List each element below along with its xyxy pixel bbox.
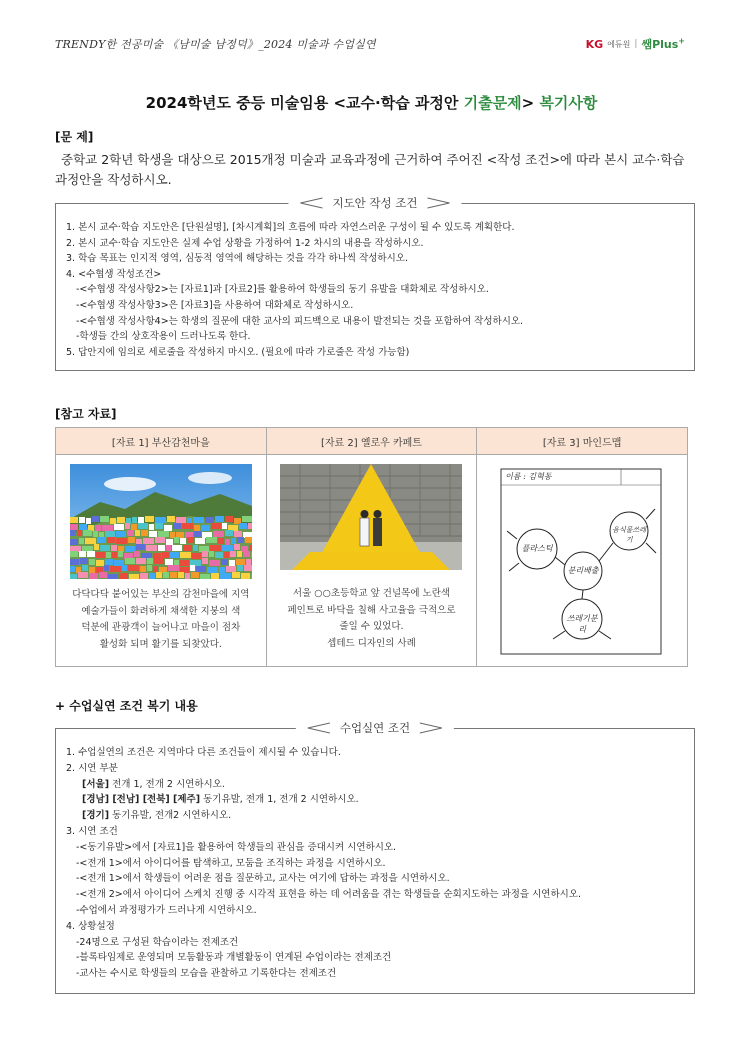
house-block bbox=[226, 566, 236, 572]
house-block bbox=[245, 537, 252, 543]
house-block bbox=[107, 537, 115, 543]
house-block bbox=[178, 572, 184, 578]
guide-conditions-box bbox=[55, 196, 695, 371]
house-block bbox=[193, 545, 198, 551]
house-block bbox=[196, 566, 206, 572]
house-block bbox=[106, 552, 111, 558]
house-block bbox=[153, 566, 158, 572]
guide-line: 4. <수협생 작성조건> bbox=[66, 268, 162, 280]
chevron-left-icon bbox=[298, 197, 324, 209]
house-block bbox=[100, 516, 109, 522]
chevron-right-icon bbox=[418, 722, 444, 734]
house-block bbox=[116, 531, 126, 537]
house-block bbox=[99, 572, 107, 578]
house-block bbox=[140, 566, 146, 572]
guide-line: -학생들 간의 상호작용이 드러나도록 한다. bbox=[76, 331, 251, 343]
house-block bbox=[114, 524, 124, 530]
house-block bbox=[202, 551, 208, 557]
house-block bbox=[70, 524, 78, 530]
demo-line: 2. 시연 부분 bbox=[66, 762, 118, 774]
mindmap-center: 분리배출 bbox=[567, 566, 599, 575]
house-block bbox=[251, 574, 252, 579]
brand-edu: 에듀원 bbox=[607, 39, 631, 49]
guide-line: -<수협생 작성사항3>은 [자료3]을 사용하여 대화체로 작성하시오. bbox=[76, 299, 354, 311]
house-block bbox=[125, 558, 135, 564]
house-block bbox=[83, 530, 92, 536]
house-block bbox=[187, 537, 194, 543]
house-block bbox=[205, 517, 214, 523]
house-block bbox=[237, 565, 243, 571]
house-block bbox=[128, 565, 139, 571]
house-block bbox=[194, 525, 200, 531]
house-block bbox=[180, 538, 186, 544]
demo-line: 3. 시연 조건 bbox=[66, 825, 118, 837]
house-block bbox=[89, 567, 95, 573]
house-block bbox=[146, 545, 157, 551]
guide-box-title: 지도안 작성 조건 bbox=[288, 195, 461, 211]
house-block bbox=[131, 524, 137, 530]
guide-line: 3. 학습 목표는 인지적 영역, 심동적 영역에 해당하는 것을 각각 하나씩 작성하시오. bbox=[66, 253, 408, 265]
mindmap-name-label: 이름 : 김혁동 bbox=[505, 472, 552, 481]
house-block bbox=[70, 559, 79, 565]
house-block bbox=[127, 530, 134, 536]
house-block bbox=[95, 525, 101, 531]
problem-text: 중학교 2학년 학생을 대상으로 2015개정 미술과 교육과정에 근거하여 주어진 <작성 조건>에 따라 본시 교수·학습 과정안을 작성하시오. bbox=[55, 152, 685, 187]
house-block bbox=[173, 523, 181, 529]
house-block bbox=[166, 545, 171, 551]
house-block bbox=[97, 537, 106, 543]
house-block bbox=[162, 552, 169, 558]
house-block bbox=[78, 572, 88, 578]
house-block bbox=[167, 516, 175, 522]
house-block bbox=[96, 552, 105, 558]
house-block bbox=[79, 538, 84, 544]
ref-header-2: [자료 2] 옐로우 카페트 bbox=[266, 428, 477, 455]
demo-line: 4. 상황설정 bbox=[66, 920, 115, 932]
house-block bbox=[86, 518, 91, 524]
house-block bbox=[246, 559, 251, 565]
house-block bbox=[143, 538, 154, 544]
house-block bbox=[128, 537, 135, 543]
demo-line: -<전개 1>에서 아이디어를 탐색하고, 모둠을 조직하는 과정을 시연하시오. bbox=[76, 857, 386, 869]
demo-line: 1. 수업실연의 조건은 지역마다 다른 조건들이 제시될 수 있습니다. bbox=[66, 747, 341, 758]
house-block bbox=[218, 538, 224, 544]
reference-table bbox=[55, 427, 688, 667]
house-block bbox=[111, 545, 117, 551]
house-block bbox=[224, 552, 229, 558]
house-block bbox=[222, 523, 227, 529]
house-block bbox=[220, 573, 231, 579]
brand-kg: KG bbox=[585, 37, 604, 51]
house-block bbox=[147, 558, 153, 564]
house-block bbox=[70, 574, 77, 579]
house-block bbox=[249, 545, 252, 551]
house-block bbox=[225, 539, 230, 545]
house-block bbox=[104, 565, 109, 571]
house-block bbox=[206, 537, 217, 543]
house-block bbox=[174, 537, 179, 543]
demo-conditions-box bbox=[55, 721, 695, 994]
house-block bbox=[170, 552, 179, 558]
gamcheon-village-photo bbox=[70, 464, 252, 579]
guide-lines bbox=[66, 220, 523, 360]
guide-line: 1. 본시 교수·학습 지도안은 [단원설명], [차시계획]의 흐름에 따라 자연스러운 구성이 될 수 있도록 계획한다. bbox=[66, 222, 515, 233]
brand-logo bbox=[586, 36, 685, 52]
house-block bbox=[136, 558, 146, 564]
mindmap-node-bottom: 쓰레기분리 bbox=[566, 614, 598, 634]
house-block bbox=[105, 559, 113, 565]
problem-label: [문 제] bbox=[55, 130, 94, 144]
house-block bbox=[141, 530, 148, 536]
house-block bbox=[211, 573, 219, 579]
house-block bbox=[176, 517, 186, 523]
demo-line: -수업에서 과정평가가 드러나게 시연하시오. bbox=[76, 904, 257, 916]
house-block bbox=[149, 573, 155, 579]
house-block bbox=[234, 531, 242, 537]
demo-line: -블록타임제로 운영되며 모둠활동과 개별활동이 연계된 수업이라는 전제조건 bbox=[76, 952, 392, 964]
house-block bbox=[251, 552, 252, 558]
house-block bbox=[231, 538, 236, 544]
house-block bbox=[242, 516, 252, 522]
house-block bbox=[192, 553, 201, 559]
house-block bbox=[125, 523, 130, 529]
house-block bbox=[100, 545, 110, 551]
document-title: 2024학년도 중등 미술임용 <교수·학습 과정안 기출문제> 복기사항 bbox=[145, 94, 598, 112]
ref-cell-3 bbox=[477, 455, 688, 667]
house-block bbox=[239, 523, 247, 529]
house-block bbox=[79, 524, 87, 530]
house-block bbox=[243, 551, 250, 557]
house-block bbox=[166, 539, 173, 545]
house-block bbox=[112, 552, 117, 558]
house-block bbox=[85, 538, 96, 544]
house-block bbox=[132, 517, 137, 523]
house-block bbox=[147, 565, 152, 571]
brand-ssam: 쌤Plus+ bbox=[641, 36, 685, 51]
house-block bbox=[79, 517, 85, 523]
house-block bbox=[170, 572, 177, 578]
house-block bbox=[164, 525, 172, 531]
house-block bbox=[119, 573, 128, 579]
house-block bbox=[80, 558, 88, 564]
house-block bbox=[193, 517, 204, 523]
house-block bbox=[195, 538, 205, 544]
house-block bbox=[230, 551, 236, 557]
house-block bbox=[172, 545, 182, 551]
house-block bbox=[140, 573, 148, 579]
house-block bbox=[215, 552, 223, 558]
ref-cell-1 bbox=[56, 455, 267, 667]
mindmap-node-left: 플라스틱 bbox=[521, 544, 553, 553]
house-block bbox=[222, 545, 233, 551]
house-block bbox=[93, 531, 98, 537]
ref-cell-2 bbox=[266, 455, 477, 667]
ref-header-1: [자료 1] 부산감천마을 bbox=[56, 428, 267, 455]
house-block bbox=[70, 539, 78, 545]
demo-line: -24명으로 구성된 학습이라는 전제조건 bbox=[76, 936, 239, 948]
house-block bbox=[215, 516, 224, 522]
demo-line: -<전개 2>에서 아이디어 스케치 진행 중 시각적 표현을 하는 데 어려움을 겪는 학생들을 순회지도하는 과정을 시연하시오. bbox=[76, 889, 582, 901]
house-block bbox=[163, 572, 169, 578]
house-block bbox=[207, 567, 218, 573]
house-block bbox=[117, 517, 125, 523]
house-block bbox=[158, 545, 165, 551]
house-block bbox=[232, 572, 240, 578]
house-block bbox=[154, 558, 164, 564]
house-block bbox=[145, 516, 154, 522]
house-block bbox=[138, 523, 148, 529]
house-block bbox=[149, 524, 154, 530]
house-block bbox=[225, 516, 233, 522]
house-block bbox=[202, 558, 208, 564]
house-block bbox=[200, 574, 210, 579]
house-block bbox=[110, 566, 121, 572]
demo-line: -교사는 수시로 학생들의 모습을 관찰하고 기록한다는 전제조건 bbox=[76, 968, 337, 980]
house-block bbox=[211, 523, 221, 529]
demo-line: [경기] 동기유발, 전개2 시연하시오. bbox=[82, 810, 232, 822]
house-block bbox=[149, 531, 157, 537]
house-block bbox=[94, 544, 99, 550]
house-block bbox=[122, 565, 127, 571]
house-block bbox=[102, 525, 113, 531]
house-block bbox=[210, 545, 221, 551]
house-block bbox=[244, 565, 252, 571]
house-block bbox=[89, 559, 95, 565]
brand-separator: | bbox=[634, 39, 638, 49]
house-block bbox=[225, 530, 233, 536]
demo-line: -<전개 1>에서 학생들이 어려운 점을 질문하고, 교사는 여기에 답하는 과정을 시연하시오. bbox=[76, 873, 450, 885]
house-block bbox=[155, 537, 165, 543]
house-block bbox=[87, 551, 95, 557]
house-block bbox=[77, 530, 82, 536]
house-block bbox=[241, 573, 250, 579]
house-block bbox=[156, 572, 162, 578]
house-block bbox=[116, 538, 127, 544]
house-block bbox=[118, 551, 123, 557]
demo-section-title: + 수업실연 조건 복기 내용 bbox=[55, 699, 198, 713]
house-block bbox=[168, 565, 179, 571]
house-block bbox=[237, 537, 244, 543]
house-block bbox=[155, 523, 163, 529]
ref-header-3: [자료 3] 마인드맵 bbox=[477, 428, 688, 455]
house-block bbox=[234, 544, 240, 550]
guide-line: 2. 본시 교수·학습 지도안은 실제 수업 상황을 가정하여 1-2 차시의 내용을 작성하시오. bbox=[66, 237, 424, 249]
demo-box-title: 수업실연 조건 bbox=[296, 720, 454, 736]
house-block bbox=[221, 559, 228, 565]
yellow-carpet-photo bbox=[280, 464, 462, 570]
house-block bbox=[236, 559, 245, 565]
header-series-title: TRENDY한 전공미술 《남미술 남정덕》_2024 미술과 수업실연 bbox=[55, 38, 376, 51]
house-block bbox=[92, 516, 99, 522]
guide-line: 5. 답안지에 임의로 세로줄을 작성하지 마시오. (필요에 따라 가로줄은 작성 가능함) bbox=[66, 346, 410, 358]
house-block bbox=[70, 517, 78, 523]
demo-line: [경남] [전남] [전북] [제주] 동기유발, 전개 1, 전개 2 시연하시오. bbox=[82, 794, 359, 806]
guide-line: -<수협생 작성사항4>는 학생의 질문에 대한 교사의 피드백으로 내용이 발전되는 것을 포함하여 작성하시오. bbox=[76, 315, 524, 327]
demo-lines bbox=[66, 745, 581, 982]
house-block bbox=[180, 552, 191, 558]
house-block bbox=[237, 551, 242, 557]
house-block bbox=[183, 545, 192, 551]
mindmap-drawing bbox=[491, 461, 673, 661]
house-block bbox=[209, 551, 214, 557]
house-block bbox=[209, 560, 220, 566]
house-block bbox=[219, 567, 225, 573]
house-block bbox=[213, 531, 224, 537]
house-block bbox=[155, 517, 166, 523]
house-block bbox=[191, 572, 199, 578]
house-block bbox=[96, 560, 104, 566]
house-block bbox=[125, 546, 135, 552]
demo-line: [서울] 전개 1, 전개 2 시연하시오. bbox=[82, 778, 225, 790]
house-block bbox=[135, 530, 140, 536]
demo-line: -<동기유발>에서 [자료1]을 활용하여 학생들의 관심을 증대시켜 시연하시오. bbox=[76, 841, 397, 853]
house-block bbox=[79, 551, 86, 557]
chevron-left-icon bbox=[306, 722, 332, 734]
house-block bbox=[201, 525, 210, 531]
house-block bbox=[229, 560, 235, 566]
house-block bbox=[70, 566, 75, 572]
house-block bbox=[180, 560, 189, 566]
house-block bbox=[129, 574, 139, 579]
house-block bbox=[136, 544, 145, 550]
house-block bbox=[108, 574, 118, 579]
house-block bbox=[194, 531, 201, 537]
house-block bbox=[70, 551, 78, 557]
house-block bbox=[185, 573, 190, 579]
house-block bbox=[82, 565, 88, 571]
mindmap-node-right: 음식물쓰레기 bbox=[612, 526, 647, 544]
house-block bbox=[158, 531, 169, 537]
house-block bbox=[138, 517, 144, 523]
house-block bbox=[89, 573, 98, 579]
house-block bbox=[70, 530, 76, 536]
house-block bbox=[105, 531, 115, 537]
house-block bbox=[165, 559, 173, 565]
house-block bbox=[134, 551, 140, 557]
guide-line: -<수협생 작성사항2>는 [자료1]과 [자료2]를 활용하여 학생들의 동기 유발을 대화체로 작성하시오. bbox=[76, 284, 489, 296]
house-block bbox=[190, 565, 195, 571]
ref-caption-2: 서울 ○○초등학교 앞 건널목에 노란색 페인트로 바닥을 칠해 사고율을 극적으로 줄일 수 있었다. 셉테드 디자인의 사례 bbox=[287, 588, 456, 649]
chevron-right-icon bbox=[426, 197, 452, 209]
house-block bbox=[110, 518, 116, 524]
house-block bbox=[182, 523, 193, 529]
ref-caption-1: 다닥다닥 붙어있는 부산의 감천마을에 지역 예술가들이 화려하게 채색한 지붕의 색 덕분에 관광객이 늘어나고 마을이 점차 활성화 되며 활기를 되찾았다. bbox=[72, 589, 250, 650]
reference-label: [참고 자료] bbox=[55, 407, 117, 421]
house-block bbox=[248, 523, 252, 529]
